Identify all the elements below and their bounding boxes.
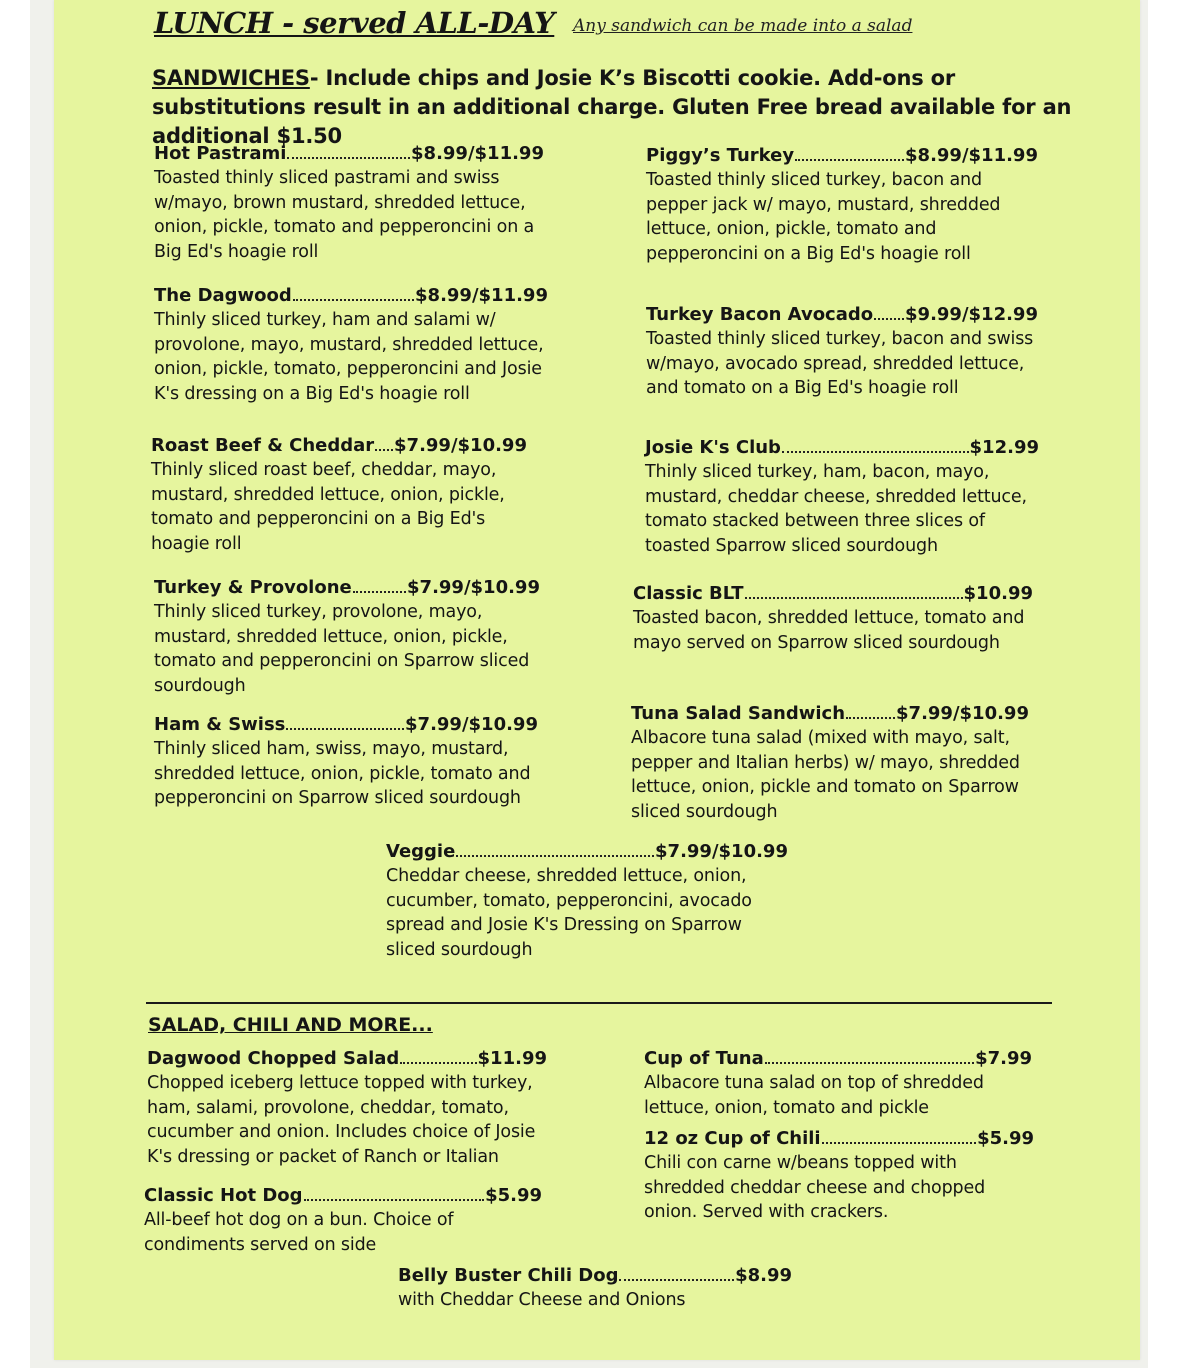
item-description: Toasted bacon, shredded lettuce, tomato and mayo served on Sparrow sliced sourdough xyxy=(633,608,1025,653)
item-description: Thinly sliced roast beef, cheddar, mayo, mustard, shredded lettuce, onion, pickle, tomato and pepperoncini on a Big Ed's hoagie roll xyxy=(151,460,505,554)
item-description: Chopped iceberg lettuce topped with turkey, ham, salami, provolone, cheddar, tomato, cucumber and onion. Includes choice of Josie K's dressing or packet of Ranch or Italian xyxy=(147,1073,536,1167)
menu-item-cup-of-chili xyxy=(644,1127,1034,1225)
leader-dots xyxy=(456,855,654,857)
item-description: Thinly sliced turkey, ham, bacon, mayo, mustard, cheddar cheese, shredded lettuce, tomato stacked between three slices of toasted Sparrow sliced sourdough xyxy=(645,462,1027,556)
item-price: $8.99 xyxy=(735,1265,792,1286)
menu-item-dagwood-chopped-salad xyxy=(147,1047,547,1169)
menu-item-belly-buster-chili-dog xyxy=(398,1264,792,1313)
item-description: Thinly sliced turkey, ham and salami w/ provolone, mayo, mustard, shredded lettuce, onion, pickle, tomato, pepperoncini and Josie K's dressing on a Big Ed's hoagie roll xyxy=(154,310,544,404)
item-description: Toasted thinly sliced turkey, bacon and swiss w/mayo, avocado spread, shredded lettuce, and tomato on a Big Ed's hoagie roll xyxy=(646,329,1034,399)
leader-dots xyxy=(286,728,404,730)
menu-item-ham-swiss xyxy=(154,713,538,811)
item-description: with Cheddar Cheese and Onions xyxy=(398,1290,686,1310)
item-name: Turkey & Provolone xyxy=(154,577,352,598)
menu-item-cup-of-tuna xyxy=(644,1047,1032,1120)
leader-dots xyxy=(304,1199,485,1201)
leader-dots xyxy=(846,717,895,719)
leader-dots xyxy=(619,1279,734,1281)
leader-dots xyxy=(822,1142,976,1144)
item-name: Dagwood Chopped Salad xyxy=(147,1048,400,1069)
item-name: Ham & Swiss xyxy=(154,714,286,735)
item-description: All-beef hot dog on a bun. Choice of condiments served on side xyxy=(144,1210,454,1255)
item-description: Chili con carne w/beans topped with shredded cheddar cheese and chopped onion. Served with crackers. xyxy=(644,1153,986,1223)
item-name: The Dagwood xyxy=(154,285,292,306)
item-price: $11.99 xyxy=(477,1048,547,1069)
sandwiches-intro xyxy=(152,64,1112,151)
item-price: $7.99/$10.99 xyxy=(896,703,1029,724)
item-price: $8.99/$11.99 xyxy=(905,145,1038,166)
item-description: Thinly sliced turkey, provolone, mayo, mustard, shredded lettuce, onion, pickle, tomato and pepperoncini on Sparrow sliced sourdough xyxy=(154,602,530,696)
leader-dots xyxy=(353,591,406,593)
item-description: Toasted thinly sliced pastrami and swiss w/mayo, brown mustard, shredded lettuce, onion, pickle, tomato and pepperoncini on a Big Ed's hoagie roll xyxy=(154,168,535,262)
item-name: Piggy’s Turkey xyxy=(646,145,795,166)
item-name: Belly Buster Chili Dog xyxy=(398,1265,619,1286)
item-name: Roast Beef & Cheddar xyxy=(151,435,375,456)
leader-dots xyxy=(375,449,393,451)
item-name: Veggie xyxy=(386,841,456,862)
leader-dots xyxy=(287,157,410,159)
sandwiches-intro-text: - Include chips and Josie K’s Biscotti cookie. Add-ons or substitutions result in an additional charge. Gluten Free bread available for an additional $1.50 xyxy=(152,66,1072,148)
item-description: Toasted thinly sliced turkey, bacon and pepper jack w/ mayo, mustard, shredded lettuce, onion, pickle, tomato and pepperoncini on a Big Ed's hoagie roll xyxy=(646,170,1001,264)
menu-item-piggys-turkey xyxy=(646,144,1038,266)
menu-item-veggie xyxy=(386,840,788,962)
menu-item-hot-pastrami xyxy=(154,142,544,264)
item-name: Cup of Tuna xyxy=(644,1048,764,1069)
leader-dots xyxy=(795,159,904,161)
menu-item-turkey-bacon-avocado xyxy=(646,303,1038,401)
item-price: $12.99 xyxy=(969,437,1039,458)
item-price: $7.99/$10.99 xyxy=(407,577,540,598)
item-price: $7.99/$10.99 xyxy=(394,435,527,456)
leader-dots xyxy=(782,451,969,453)
menu-item-classic-blt xyxy=(633,582,1033,655)
leader-dots xyxy=(874,318,904,320)
item-description: Thinly sliced ham, swiss, mayo, mustard, shredded lettuce, onion, pickle, tomato and pepperoncini on Sparrow sliced sourdough xyxy=(154,739,531,809)
leader-dots xyxy=(293,299,414,301)
menu-item-classic-hot-dog xyxy=(144,1184,542,1257)
leader-dots xyxy=(765,1062,974,1064)
item-price: $8.99/$11.99 xyxy=(415,285,548,306)
section-divider xyxy=(146,1002,1052,1004)
item-name: Classic Hot Dog xyxy=(144,1185,303,1206)
menu-item-tuna-salad-sandwich xyxy=(631,702,1029,824)
item-name: Classic BLT xyxy=(633,583,744,604)
menu-item-the-dagwood xyxy=(154,284,548,406)
menu-title: LUNCH - served ALL-DAY xyxy=(154,6,555,40)
item-price: $8.99/$11.99 xyxy=(411,143,544,164)
item-description: Cheddar cheese, shredded lettuce, onion, cucumber, tomato, pepperoncini, avocado spread and Josie K's Dressing on Sparrow sliced sourdough xyxy=(386,866,752,960)
item-price: $5.99 xyxy=(485,1185,542,1206)
item-price: $7.99/$10.99 xyxy=(405,714,538,735)
menu-item-roast-beef-cheddar xyxy=(151,434,527,556)
item-description: Albacore tuna salad on top of shredded lettuce, onion, tomato and pickle xyxy=(644,1073,984,1118)
item-name: Hot Pastrami xyxy=(154,143,287,164)
menu-item-turkey-provolone xyxy=(154,576,540,698)
salad-section-header: SALAD, CHILI AND MORE... xyxy=(148,1014,433,1036)
item-price: $9.99/$12.99 xyxy=(905,304,1038,325)
item-name: Josie K's Club xyxy=(645,437,781,458)
item-price: $10.99 xyxy=(963,583,1033,604)
item-name: Tuna Salad Sandwich xyxy=(631,703,846,724)
item-price: $5.99 xyxy=(977,1128,1034,1149)
item-name: Turkey Bacon Avocado xyxy=(646,304,874,325)
leader-dots xyxy=(400,1062,476,1064)
item-description: Albacore tuna salad (mixed with mayo, salt, pepper and Italian herbs) w/ mayo, shredded lettuce, onion, pickle and tomato on Sparrow sliced sourdough xyxy=(631,728,1020,822)
item-price: $7.99/$10.99 xyxy=(655,841,788,862)
item-price: $7.99 xyxy=(975,1048,1032,1069)
sandwiches-header: SANDWICHES xyxy=(152,66,310,90)
menu-item-josie-ks-club xyxy=(645,436,1039,558)
item-name: 12 oz Cup of Chili xyxy=(644,1128,821,1149)
salad-note: Any sandwich can be made into a salad xyxy=(573,16,913,36)
leader-dots xyxy=(745,597,963,599)
